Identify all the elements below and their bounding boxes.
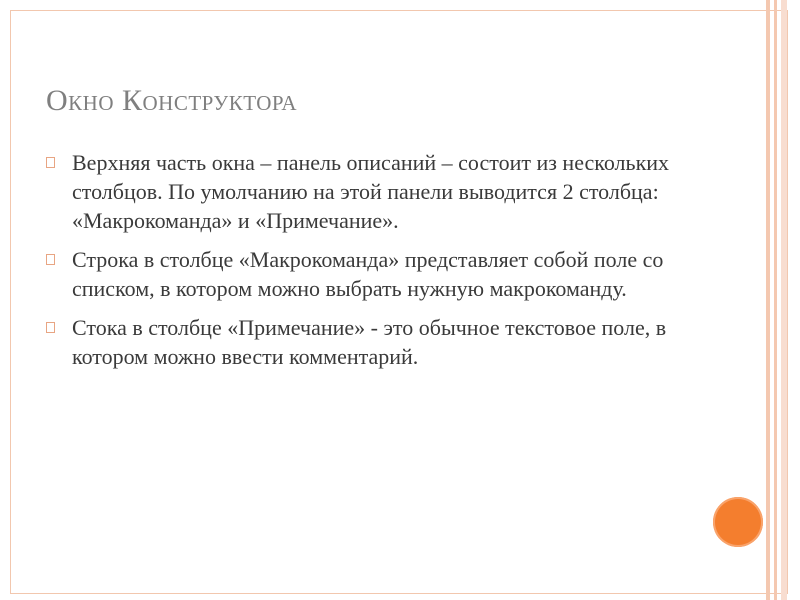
decorative-stripe bbox=[781, 0, 787, 600]
bullet-item bbox=[46, 245, 696, 303]
bullet-square-icon bbox=[46, 157, 55, 168]
decorative-stripe bbox=[766, 0, 770, 600]
bullet-text: Верхняя часть окна – панель описаний – состоит из нескольких столбцов. По умолчанию на этой панели выводится 2 столбца: «Макрокоманда» и «Примечание». bbox=[72, 150, 670, 233]
bullet-item bbox=[46, 313, 696, 371]
bullet-text: Стока в столбце «Примечание» - это обычное текстовое поле, в котором можно ввести комментарий. bbox=[72, 315, 667, 369]
decorative-stripe bbox=[774, 0, 777, 600]
bullet-item bbox=[46, 148, 696, 235]
bullet-square-icon bbox=[46, 254, 55, 265]
bullet-square-icon bbox=[46, 322, 55, 333]
bullet-text: Строка в столбце «Макрокоманда» представляет собой поле со списком, в котором можно выбрать нужную макрокоманду. bbox=[72, 247, 664, 301]
orange-circle-decoration bbox=[713, 497, 763, 547]
bullet-list bbox=[46, 148, 696, 381]
slide-title: Окно Конструктора bbox=[46, 84, 298, 117]
